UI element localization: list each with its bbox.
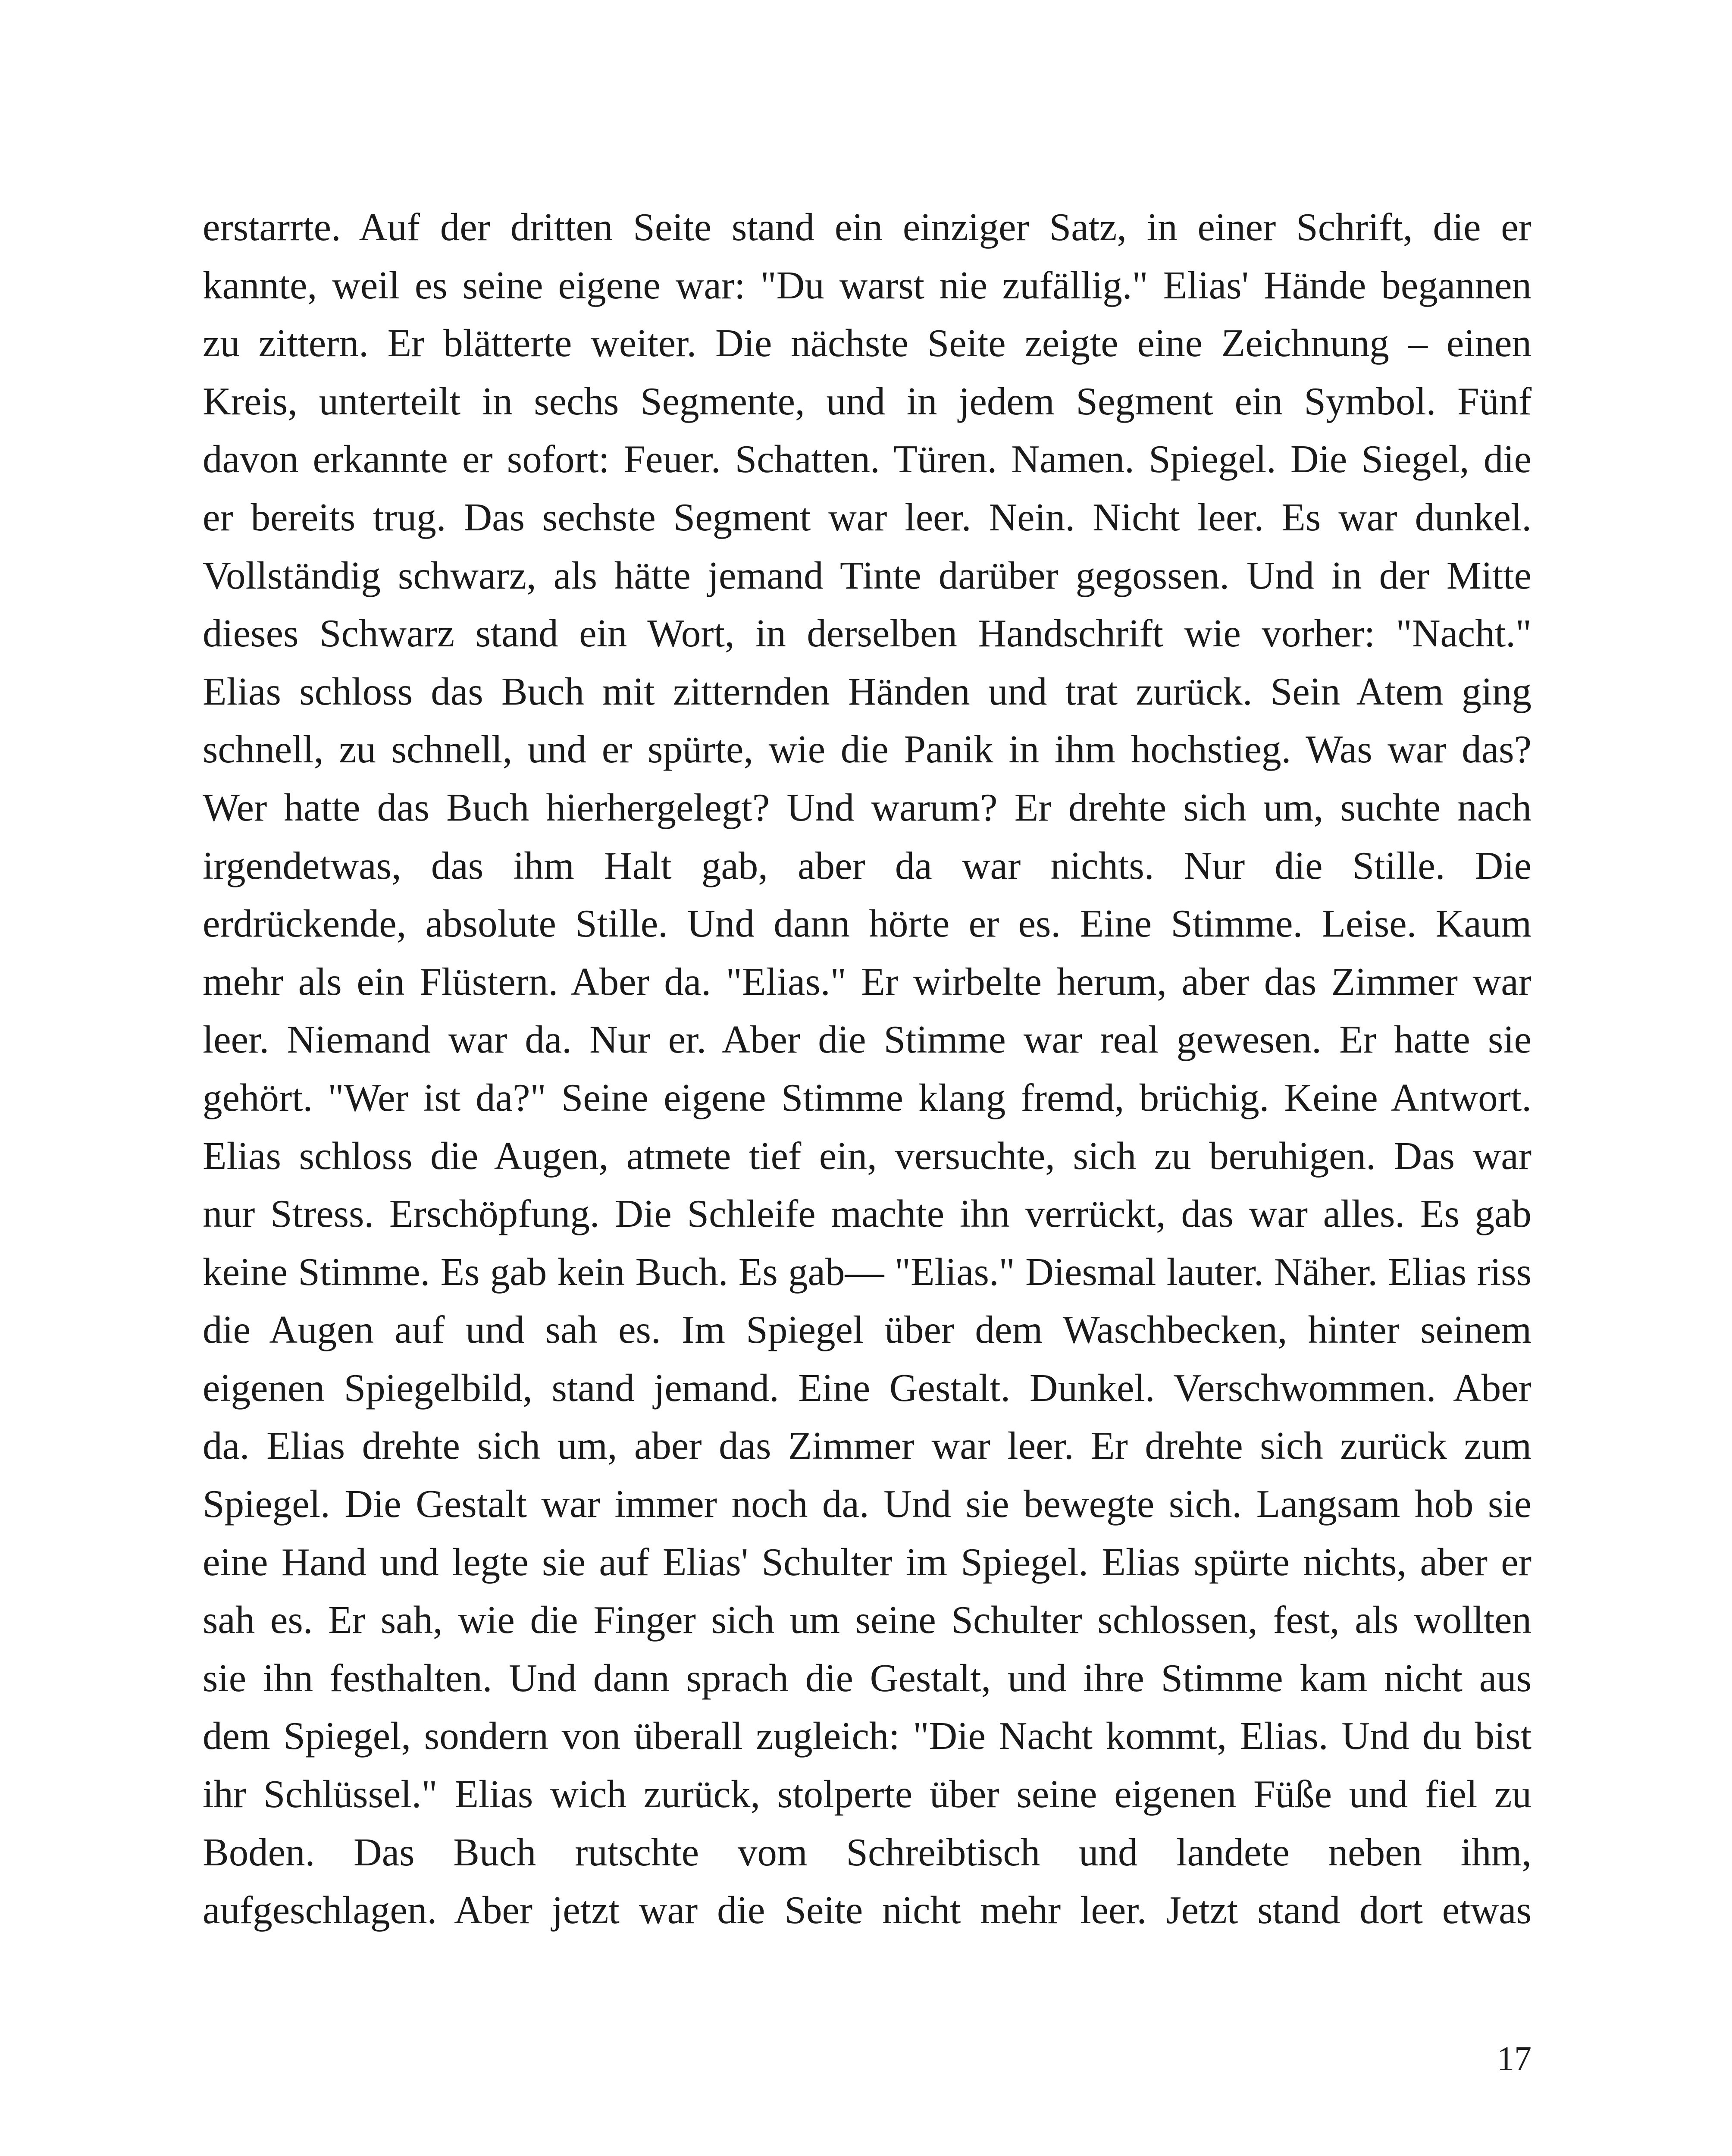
body-line: die Augen auf und sah es. Im Spiegel über dem Waschbecken, hinter seinem: [203, 1308, 1532, 1352]
body-line: Vollständig schwarz, als hätte jemand Tinte darüber gegossen. Und in der Mitte: [203, 553, 1532, 597]
body-line: sie ihn festhalten. Und dann sprach die Gestalt, und ihre Stimme kam nicht aus: [203, 1656, 1532, 1700]
body-line: erstarrte. Auf der dritten Seite stand ein einziger Satz, in einer Schrift, die er: [203, 205, 1532, 249]
body-line: dieses Schwarz stand ein Wort, in derselben Handschrift wie vorher: "Nacht.": [203, 611, 1532, 655]
body-line: aufgeschlagen. Aber jetzt war die Seite nicht mehr leer. Jetzt stand dort etwas: [203, 1888, 1532, 1932]
body-line: irgendetwas, das ihm Halt gab, aber da war nichts. Nur die Stille. Die: [203, 843, 1532, 887]
body-line: leer. Niemand war da. Nur er. Aber die Stimme war real gewesen. Er hatte sie: [203, 1018, 1532, 1062]
body-line: davon erkannte er sofort: Feuer. Schatten. Türen. Namen. Spiegel. Die Siegel, die: [203, 437, 1532, 481]
body-line: dem Spiegel, sondern von überall zugleich: "Die Nacht kommt, Elias. Und du bist: [203, 1714, 1532, 1758]
body-line: da. Elias drehte sich um, aber das Zimmer war leer. Er drehte sich zurück zum: [203, 1424, 1532, 1468]
body-line: gehört. "Wer ist da?" Seine eigene Stimme klang fremd, brüchig. Keine Antwort.: [203, 1075, 1532, 1119]
body-line: Spiegel. Die Gestalt war immer noch da. Und sie bewegte sich. Langsam hob sie: [203, 1482, 1532, 1526]
body-line: Boden. Das Buch rutschte vom Schreibtisch und landete neben ihm,: [203, 1830, 1532, 1874]
body-line: er bereits trug. Das sechste Segment war leer. Nein. Nicht leer. Es war dunkel.: [203, 495, 1532, 539]
body-line: Elias schloss die Augen, atmete tief ein, versuchte, sich zu beruhigen. Das war: [203, 1134, 1532, 1178]
page-number: 17: [1497, 2040, 1532, 2078]
body-line: keine Stimme. Es gab kein Buch. Es gab— "Elias." Diesmal lauter. Näher. Elias riss: [203, 1250, 1532, 1294]
body-line: schnell, zu schnell, und er spürte, wie die Panik in ihm hochstieg. Was war das?: [203, 727, 1532, 771]
body-line: Kreis, unterteilt in sechs Segmente, und in jedem Segment ein Symbol. Fünf: [203, 379, 1532, 423]
body-line: eine Hand und legte sie auf Elias' Schulter im Spiegel. Elias spürte nichts, aber er: [203, 1540, 1532, 1584]
body-line: nur Stress. Erschöpfung. Die Schleife machte ihn verrückt, das war alles. Es gab: [203, 1192, 1532, 1236]
body-line: ihr Schlüssel." Elias wich zurück, stolperte über seine eigenen Füße und fiel zu: [203, 1772, 1532, 1816]
body-line: mehr als ein Flüstern. Aber da. "Elias." Er wirbelte herum, aber das Zimmer war: [203, 959, 1532, 1003]
body-line: erdrückende, absolute Stille. Und dann hörte er es. Eine Stimme. Leise. Kaum: [203, 902, 1532, 946]
body-line: Elias schloss das Buch mit zitternden Händen und trat zurück. Sein Atem ging: [203, 669, 1532, 713]
body-line: sah es. Er sah, wie die Finger sich um seine Schulter schlossen, fest, als wollten: [203, 1598, 1532, 1642]
body-text: [203, 198, 1532, 1940]
body-line: zu zittern. Er blätterte weiter. Die nächste Seite zeigte eine Zeichnung – einen: [203, 321, 1532, 365]
body-line: Wer hatte das Buch hierhergelegt? Und warum? Er drehte sich um, suchte nach: [203, 785, 1532, 829]
body-line: eigenen Spiegelbild, stand jemand. Eine Gestalt. Dunkel. Verschwommen. Aber: [203, 1366, 1532, 1410]
body-line: kannte, weil es seine eigene war: "Du warst nie zufällig." Elias' Hände begannen: [203, 263, 1532, 307]
